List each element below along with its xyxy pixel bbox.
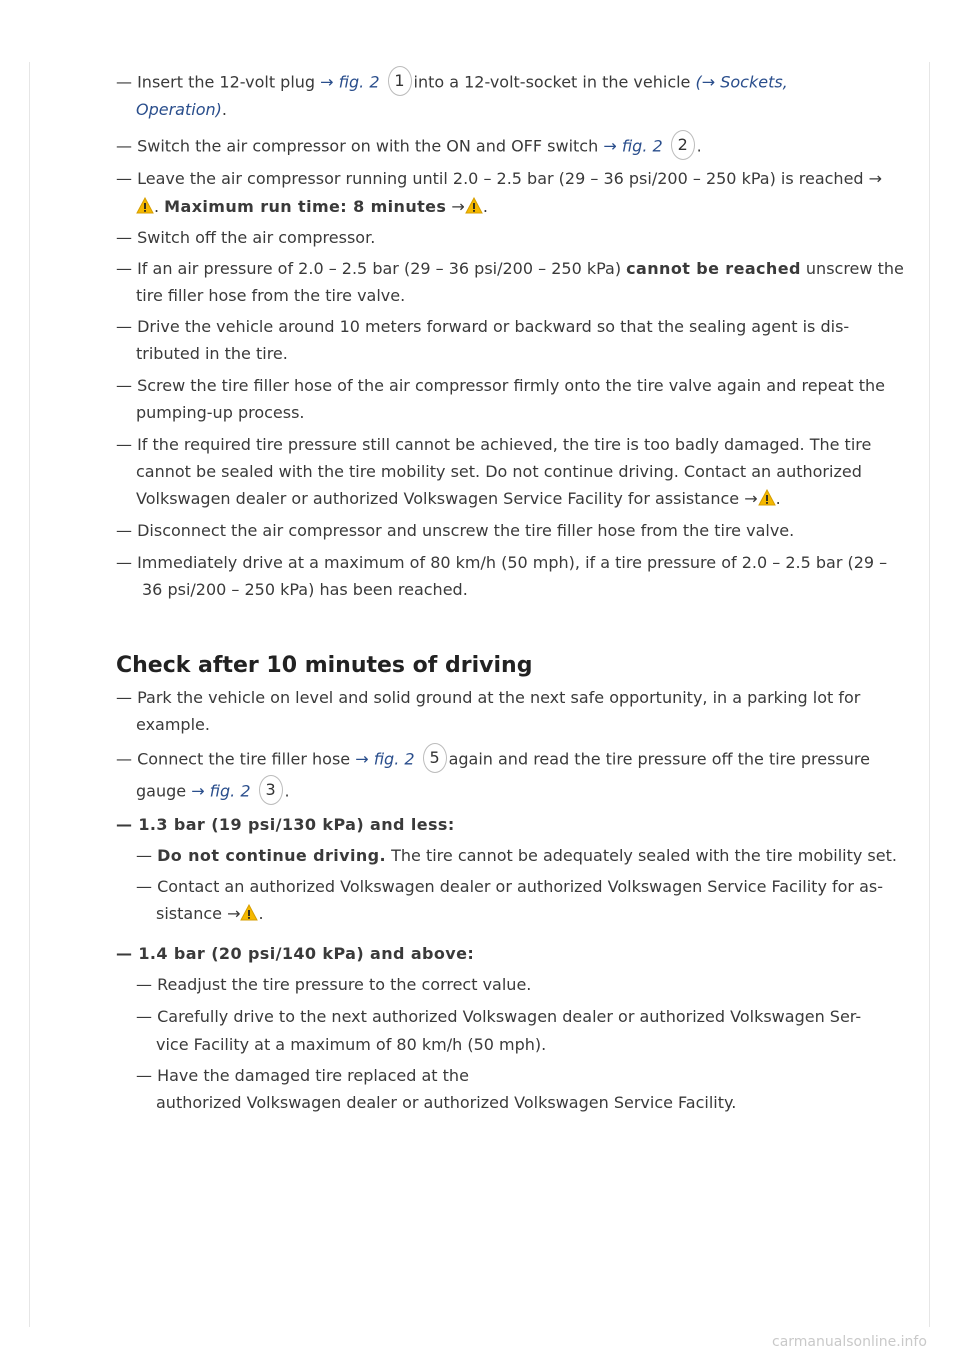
- step-leave-running: — Leave the air compressor running until 2.0 – 2.5 bar (29 – 36 psi/200 – 250 kPa) is reached →: [116, 169, 883, 188]
- substep-drive-to-dealer: — Carefully drive to the next authorized Volkswagen dealer or authorized Volkswagen Ser-: [136, 1007, 862, 1026]
- step-switch-off: — Switch off the air compressor.: [116, 228, 376, 247]
- step-tire-damaged: — If the required tire pressure still cannot be achieved, the tire is too badly damaged. The tire: [116, 435, 872, 454]
- step-drive-max-speed-cont: 36 psi/200 – 250 kPa) has been reached.: [142, 580, 468, 599]
- substep-contact-dealer-cont: sistance → .: [156, 904, 264, 923]
- callout-1: 1: [388, 66, 412, 96]
- callout-5: 5: [423, 743, 447, 773]
- substep-replace-tire: — Have the damaged tire replaced at the: [136, 1066, 469, 1085]
- warning-triangle-icon[interactable]: [758, 489, 776, 506]
- substep-contact-dealer: — Contact an authorized Volkswagen dealer or authorized Volkswagen Service Facility for as-: [136, 877, 884, 896]
- step-tire-damaged-cont2: Volkswagen dealer or authorized Volkswagen Service Facility for assistance → .: [136, 489, 781, 508]
- sockets-operation-link-cont[interactable]: Operation): [136, 100, 222, 119]
- substep-do-not-drive: — Do not continue driving. The tire cannot be adequately sealed with the tire mobility set.: [136, 846, 897, 865]
- step-screw-hose-cont: pumping-up process.: [136, 403, 305, 422]
- step-drive-10m-cont: tributed in the tire.: [136, 344, 288, 363]
- fig-2-link[interactable]: → fig. 2: [320, 72, 380, 92]
- warning-triangle-icon[interactable]: [240, 904, 258, 921]
- fig-2-link[interactable]: → fig. 2: [603, 136, 663, 156]
- step-pressure-not-reached-cont: tire filler hose from the tire valve.: [136, 286, 406, 305]
- step-leave-running-cont: . Maximum run time: 8 minutes → .: [136, 196, 488, 218]
- left-margin-rule: [29, 62, 30, 1327]
- step-connect-hose: — Connect the tire filler hose → fig. 2 5 again and read the tire pressure off the tire pressure: [116, 747, 870, 773]
- fig-2-link[interactable]: → fig. 2: [191, 781, 251, 801]
- step-tire-damaged-cont1: cannot be sealed with the tire mobility set. Do not continue driving. Contact an authorized: [136, 462, 862, 481]
- substep-replace-tire-cont: authorized Volkswagen dealer or authorized Volkswagen Service Facility.: [156, 1093, 737, 1112]
- callout-2: 2: [671, 130, 695, 160]
- watermark: carmanualsonline.info: [772, 1334, 927, 1350]
- warning-triangle-icon[interactable]: [136, 197, 154, 214]
- warning-triangle-icon[interactable]: [465, 197, 483, 214]
- step-connect-hose-cont: gauge → fig. 2 3 .: [136, 779, 290, 805]
- step-park-vehicle-cont: example.: [136, 715, 210, 734]
- condition-low-pressure: — 1.3 bar (19 psi/130 kPa) and less:: [116, 815, 455, 834]
- substep-drive-to-dealer-cont: vice Facility at a maximum of 80 km/h (50 mph).: [156, 1035, 547, 1054]
- step-insert-plug-cont: Operation).: [136, 100, 227, 119]
- step-switch-on: — Switch the air compressor on with the ON and OFF switch → fig. 2 2 .: [116, 134, 702, 160]
- step-disconnect: — Disconnect the air compressor and unscrew the tire filler hose from the tire valve.: [116, 521, 795, 540]
- step-drive-10m: — Drive the vehicle around 10 meters forward or backward so that the sealing agent is dis-: [116, 317, 850, 336]
- right-margin-rule: [929, 62, 930, 1327]
- step-insert-plug: — Insert the 12-volt plug → fig. 2 1 into a 12-volt-socket in the vehicle (→ Sockets,: [116, 70, 788, 96]
- step-drive-max-speed: — Immediately drive at a maximum of 80 km/h (50 mph), if a tire pressure of 2.0 – 2.5 bar (29 –: [116, 553, 888, 572]
- step-pressure-not-reached: — If an air pressure of 2.0 – 2.5 bar (29 – 36 psi/200 – 250 kPa) cannot be reached unscrew the: [116, 259, 904, 278]
- fig-2-link[interactable]: → fig. 2: [355, 749, 415, 769]
- callout-3: 3: [259, 775, 283, 805]
- condition-high-pressure: — 1.4 bar (20 psi/140 kPa) and above:: [116, 944, 475, 963]
- substep-readjust: — Readjust the tire pressure to the correct value.: [136, 975, 532, 994]
- section-heading: Check after 10 minutes of driving: [116, 653, 533, 678]
- step-screw-hose: — Screw the tire filler hose of the air compressor firmly onto the tire valve again and repeat the: [116, 376, 885, 395]
- sockets-operation-link[interactable]: (→ Sockets,: [695, 72, 788, 92]
- step-park-vehicle: — Park the vehicle on level and solid ground at the next safe opportunity, in a parking lot for: [116, 688, 861, 707]
